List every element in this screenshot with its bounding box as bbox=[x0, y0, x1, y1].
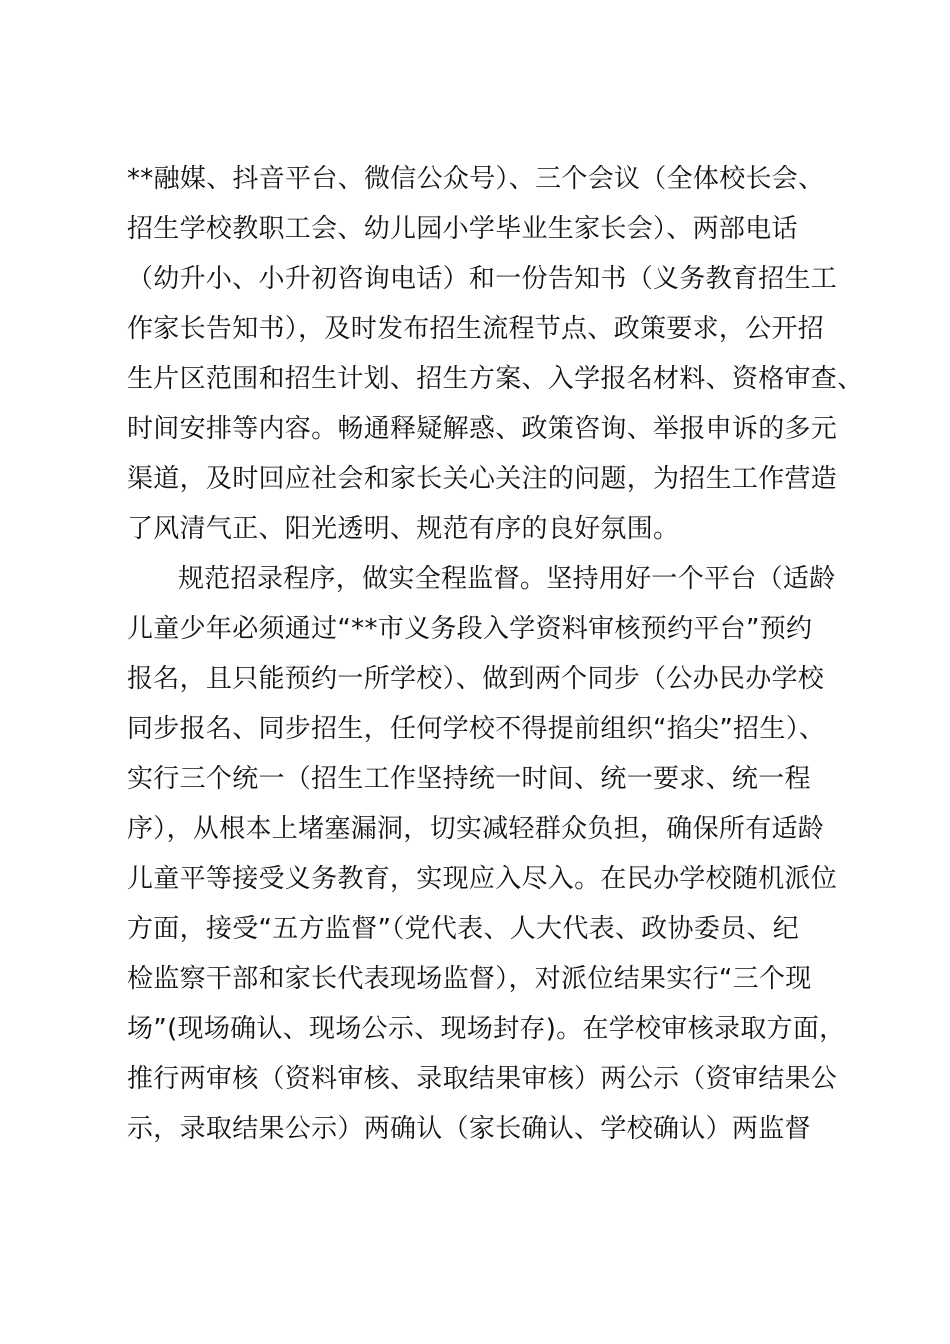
text-line: 报名，且只能预约一所学校）、做到两个同步（公办民办学校 bbox=[127, 664, 825, 694]
text-line: 示，录取结果公示）两确认（家长确认、学校确认）两监督 bbox=[127, 1114, 811, 1144]
text-line: 推行两审核（资料审核、录取结果审核）两公示（资审结果公 bbox=[127, 1064, 838, 1094]
text-line: 检监察干部和家长代表现场监督），对派位结果实行“三个现 bbox=[127, 964, 812, 994]
paragraph-first-line: 规范招录程序，做实全程监督。坚持用好一个平台（适龄 bbox=[178, 564, 836, 594]
text-line: 实行三个统一（招生工作坚持统一时间、统一要求、统一程 bbox=[127, 764, 811, 794]
text-line: 生片区范围和招生计划、招生方案、入学报名材料、资格审查、 bbox=[127, 364, 864, 394]
text-line: 方面，接受“五方监督”（党代表、人大代表、政协委员、纪 bbox=[127, 914, 800, 944]
text-line: （幼升小、小升初咨询电话）和一份告知书（义务教育招生工 bbox=[127, 264, 838, 294]
text-line: 儿童少年必须通过“**市义务段入学资料审核预约平台”预约 bbox=[127, 614, 813, 644]
text-line: 时间安排等内容。畅通释疑解惑、政策咨询、举报申诉的多元 bbox=[127, 414, 838, 444]
text-line: 渠道，及时回应社会和家长关心关注的问题，为招生工作营造 bbox=[127, 464, 838, 494]
text-line: 儿童平等接受义务教育，实现应入尽入。在民办学校随机派位 bbox=[127, 864, 838, 894]
text-line: 了风清气正、阳光透明、规范有序的良好氛围。 bbox=[127, 514, 680, 544]
text-line: 序），从根本上堵塞漏洞，切实减轻群众负担，确保所有适龄 bbox=[127, 814, 825, 844]
text-line: 作家长告知书），及时发布招生流程节点、政策要求，公开招 bbox=[127, 314, 825, 344]
text-line: 同步报名、同步招生，任何学校不得提前组织“掐尖”招生）、 bbox=[127, 714, 826, 744]
text-line: 招生学校教职工会、幼儿园小学毕业生家长会）、两部电话 bbox=[127, 214, 798, 244]
text-line: **融媒、抖音平台、微信公众号）、三个会议（全体校长会、 bbox=[127, 164, 825, 194]
text-line: 场”(现场确认、现场公示、现场封存)。在学校审核录取方面， bbox=[127, 1014, 846, 1044]
